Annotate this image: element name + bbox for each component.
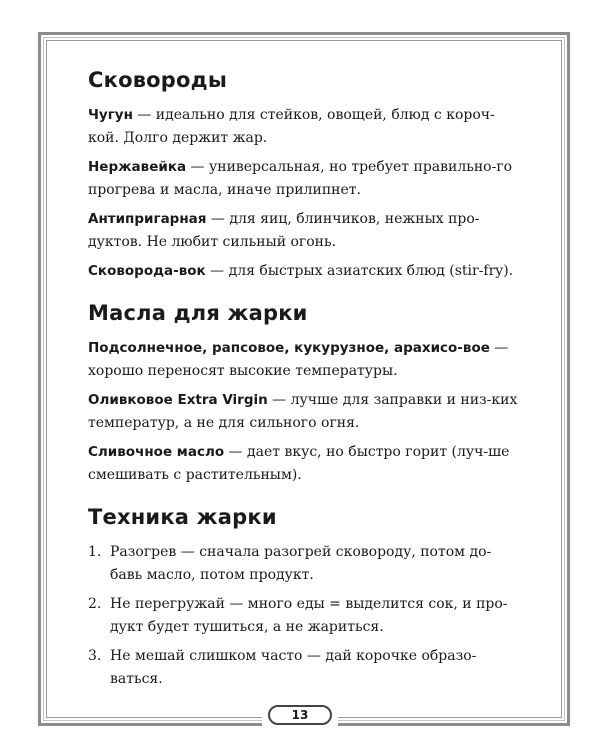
step-text: Разогрев — сначала разогрей сковороду, потом до-бавь масло, потом продукт. (110, 544, 492, 583)
pan-item (88, 104, 518, 150)
step-number: 1. (88, 544, 102, 560)
section-title: Техника жарки (88, 505, 277, 529)
pan-description: — идеально для стейков, овощей, блюд с короч-кой. Долго держит жар. (88, 107, 495, 146)
list-item (88, 645, 518, 691)
step-number: 3. (88, 648, 102, 664)
page-number: 13 (268, 705, 332, 725)
oil-term: Подсолнечное, рапсовое, кукурузное, арахисо-вое (88, 340, 490, 356)
pan-description: — универсальная, но требует правильно-го прогрева и масла, иначе прилипнет. (88, 159, 513, 198)
step-text: Не перегружай — много еды = выделится сок, и про-дукт будет тушиться, а не жариться. (110, 596, 508, 635)
oil-term: Сливочное масло (88, 444, 225, 460)
oil-description: — лучше для заправки и низ-ких температур, а не для сильного огня. (88, 392, 518, 431)
list-item (88, 593, 518, 639)
pan-description: — для яиц, блинчиков, нежных про-дуктов. Не любит сильный огонь. (88, 211, 480, 250)
pan-term: Нержавейка (88, 159, 187, 175)
section-title: Масла для жарки (88, 301, 308, 325)
step-number: 2. (88, 596, 102, 612)
section-pans (88, 68, 518, 283)
list-item (88, 541, 518, 587)
section-title: Сковороды (88, 68, 228, 92)
pan-item (88, 208, 518, 254)
pan-term: Сковорода-вок (88, 263, 206, 279)
pan-term: Антипригарная (88, 211, 207, 227)
oil-term: Оливковое Extra Virgin (88, 392, 268, 408)
section-technique (88, 505, 518, 691)
oil-item (88, 337, 518, 383)
section-oils (88, 301, 518, 487)
oil-item (88, 389, 518, 435)
oil-description: — хорошо переносят высокие температуры. (88, 340, 509, 379)
oil-description: — дает вкус, но быстро горит (луч-ше смешивать с растительным). (88, 444, 510, 483)
pan-term: Чугун (88, 107, 133, 123)
technique-steps (88, 541, 518, 691)
pan-description: — для быстрых азиатских блюд (stir-fry). (205, 263, 514, 279)
pan-item (88, 260, 518, 283)
oil-item (88, 441, 518, 487)
pan-item (88, 156, 518, 202)
step-text: Не мешай слишком часто — дай корочке образо-ваться. (110, 648, 477, 687)
page-content (88, 68, 518, 709)
